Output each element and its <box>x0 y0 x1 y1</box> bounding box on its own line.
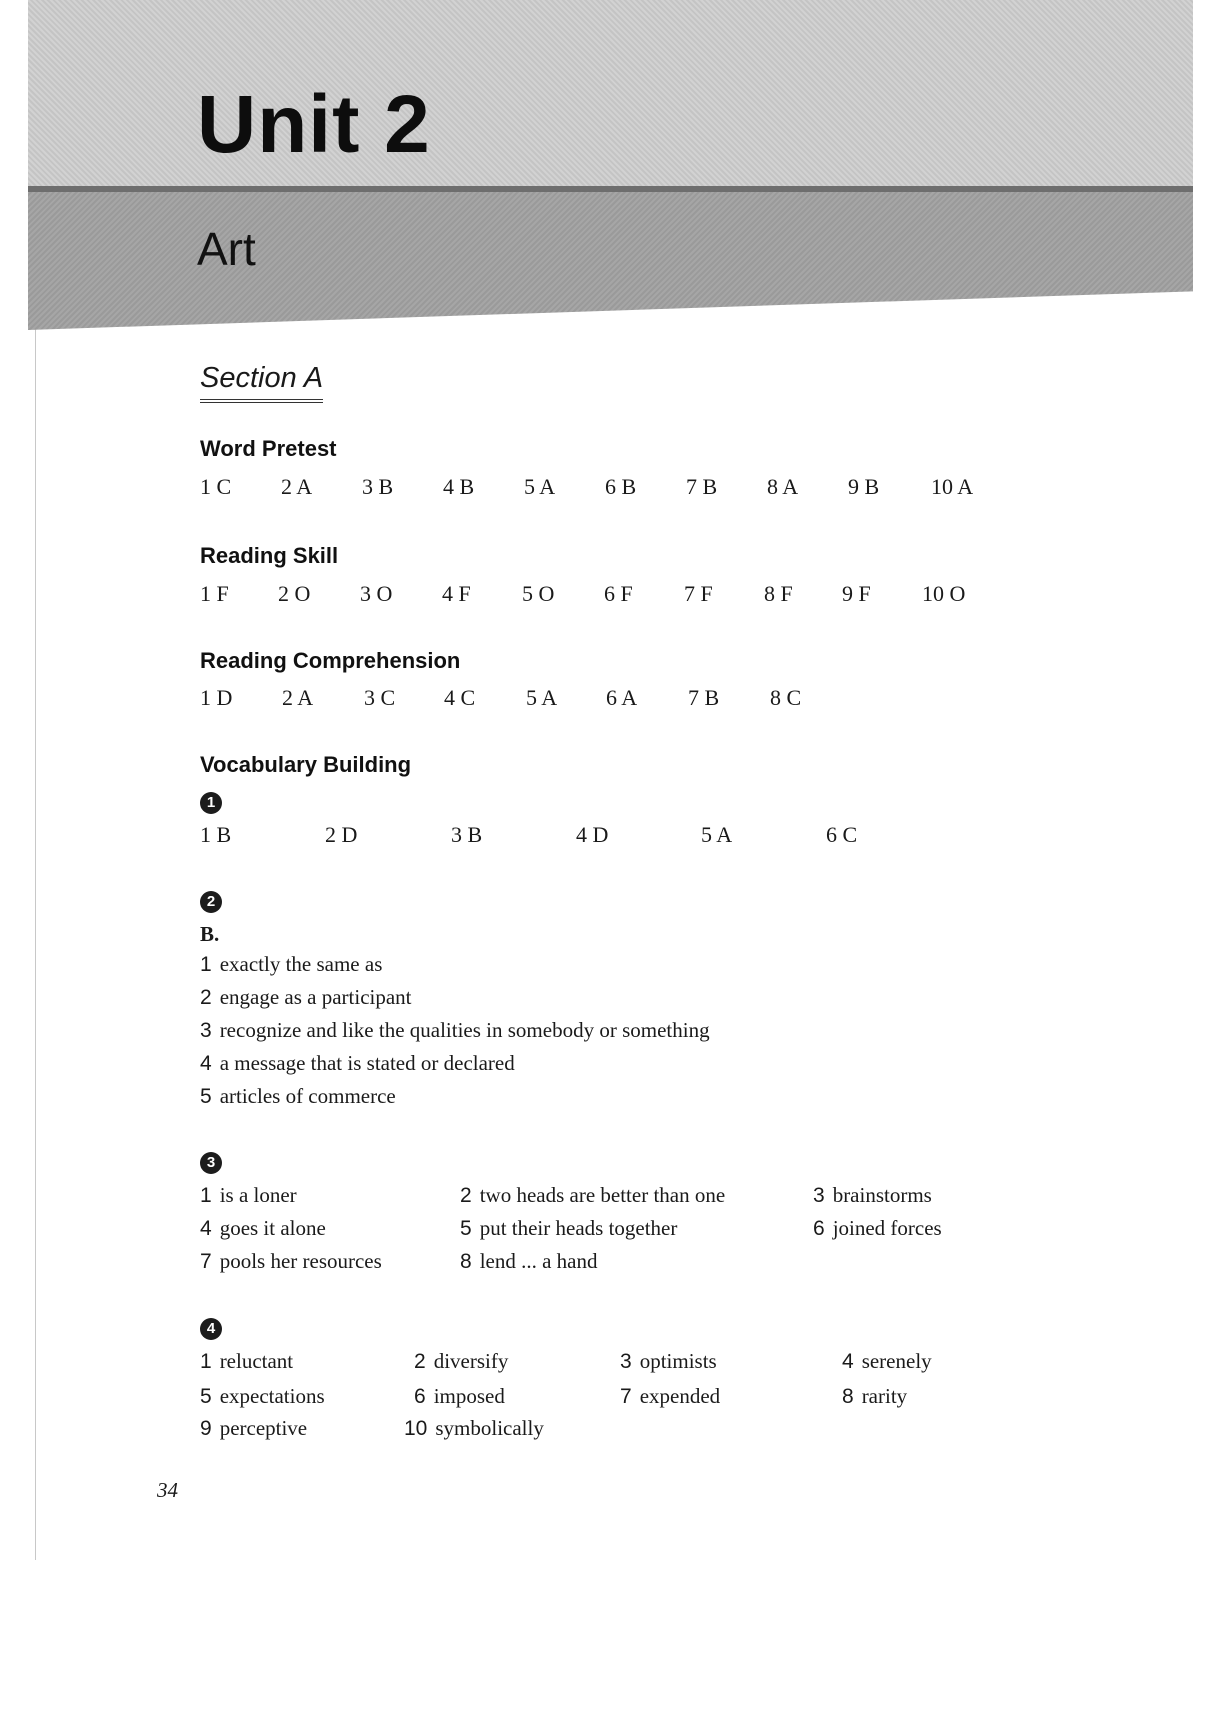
answer-item: 8 C <box>770 685 802 710</box>
item-text: goes it alone <box>219 1216 326 1240</box>
item-text: expectations <box>219 1384 325 1408</box>
answer-item: 4 D <box>576 822 609 847</box>
list-item <box>200 1051 710 1084</box>
answer-item: 4 B <box>443 474 475 499</box>
definition-list <box>200 952 710 1117</box>
list-item <box>200 985 710 1018</box>
answer-item: 6 B <box>605 474 637 499</box>
item-text: imposed <box>433 1384 505 1408</box>
answer-item: 3 B <box>451 822 483 847</box>
list-item <box>842 1349 932 1374</box>
item-text: reluctant <box>219 1349 294 1373</box>
item-number: 4 <box>842 1350 854 1373</box>
item-text: rarity <box>861 1384 908 1408</box>
exercise-3-marker: 3 <box>200 1152 222 1174</box>
item-text: recognize and like the qualities in somebody or something <box>219 1018 710 1042</box>
item-text: symbolically <box>435 1416 544 1440</box>
list-item <box>414 1349 508 1374</box>
answer-item: 1 B <box>200 822 232 847</box>
answer-item: 1 C <box>200 474 232 499</box>
list-item <box>813 1216 942 1241</box>
section-title: Section A <box>200 362 323 403</box>
answer-item: 9 B <box>848 474 880 499</box>
item-number: 1 <box>200 1184 212 1207</box>
item-number: 2 <box>460 1184 472 1207</box>
answer-item: 1 F <box>200 581 229 606</box>
answer-item: 2 A <box>281 474 313 499</box>
list-item <box>404 1416 544 1441</box>
item-number: 5 <box>200 1085 212 1108</box>
item-number: 5 <box>460 1217 472 1240</box>
list-item <box>200 1349 293 1374</box>
item-text: pools her resources <box>219 1249 382 1273</box>
answer-item: 2 D <box>325 822 358 847</box>
word-pretest-heading: Word Pretest <box>200 436 337 461</box>
item-number: 1 <box>200 953 212 976</box>
item-text: is a loner <box>219 1183 297 1207</box>
exercise-2-marker: 2 <box>200 891 222 913</box>
list-item <box>200 1384 325 1409</box>
answer-item: 10 O <box>922 581 966 606</box>
part-b-label: B. <box>200 922 220 946</box>
item-number: 6 <box>414 1385 426 1408</box>
list-item <box>460 1249 597 1274</box>
item-text: perceptive <box>219 1416 308 1440</box>
item-number: 9 <box>200 1417 212 1440</box>
answer-item: 2 A <box>282 685 314 710</box>
item-text: articles of commerce <box>219 1084 396 1108</box>
answer-item: 1 D <box>200 685 233 710</box>
unit-subtitle: Art <box>197 223 256 275</box>
item-text: a message that is stated or declared <box>219 1051 515 1075</box>
answer-item: 3 C <box>364 685 396 710</box>
answer-item: 6 F <box>604 581 633 606</box>
item-number: 2 <box>414 1350 426 1373</box>
list-item <box>813 1183 932 1208</box>
answer-item: 3 O <box>360 581 393 606</box>
list-item <box>200 1249 382 1274</box>
list-item <box>620 1349 717 1374</box>
item-number: 6 <box>813 1217 825 1240</box>
reading-skill-heading: Reading Skill <box>200 543 339 568</box>
answer-item: 5 A <box>701 822 733 847</box>
page-edge-line <box>35 300 36 1560</box>
reading-comprehension-heading: Reading Comprehension <box>200 648 461 673</box>
item-text: expended <box>639 1384 721 1408</box>
answer-item: 8 F <box>764 581 793 606</box>
item-number: 3 <box>813 1184 825 1207</box>
list-item <box>200 1018 710 1051</box>
list-item <box>200 1416 307 1441</box>
list-item <box>842 1384 907 1409</box>
item-text: lend ... a hand <box>479 1249 598 1273</box>
answer-item: 9 F <box>842 581 871 606</box>
list-item <box>460 1183 725 1208</box>
item-number: 7 <box>620 1385 632 1408</box>
item-text: serenely <box>861 1349 932 1373</box>
answer-item: 3 B <box>362 474 394 499</box>
answer-item: 8 A <box>767 474 799 499</box>
item-number: 5 <box>200 1385 212 1408</box>
answer-item: 4 F <box>442 581 471 606</box>
item-number: 3 <box>200 1019 212 1042</box>
answer-item: 4 C <box>444 685 476 710</box>
item-number: 10 <box>404 1417 428 1440</box>
item-text: diversify <box>433 1349 509 1373</box>
item-text: joined forces <box>832 1216 942 1240</box>
item-text: two heads are better than one <box>479 1183 726 1207</box>
item-number: 4 <box>200 1217 212 1240</box>
item-number: 8 <box>842 1385 854 1408</box>
vocabulary-building-heading: Vocabulary Building <box>200 752 412 777</box>
list-item <box>200 1216 326 1241</box>
answer-item: 6 A <box>606 685 638 710</box>
exercise-1-marker: 1 <box>200 792 222 814</box>
page-number: 34 <box>157 1478 178 1502</box>
answer-item: 5 A <box>524 474 556 499</box>
item-number: 4 <box>200 1052 212 1075</box>
item-text: exactly the same as <box>219 952 383 976</box>
item-number: 7 <box>200 1250 212 1273</box>
answer-item: 10 A <box>931 474 974 499</box>
item-number: 1 <box>200 1350 212 1373</box>
answer-item: 5 O <box>522 581 555 606</box>
answer-item: 7 B <box>686 474 718 499</box>
answer-item: 2 O <box>278 581 311 606</box>
answer-item: 5 A <box>526 685 558 710</box>
answer-item: 7 B <box>688 685 720 710</box>
answer-item: 6 C <box>826 822 858 847</box>
list-item <box>620 1384 720 1409</box>
list-item <box>414 1384 505 1409</box>
list-item <box>200 1183 297 1208</box>
item-text: engage as a participant <box>219 985 412 1009</box>
item-number: 2 <box>200 986 212 1009</box>
list-item <box>200 1084 710 1117</box>
list-item <box>200 952 710 985</box>
answer-item: 7 F <box>684 581 713 606</box>
item-text: optimists <box>639 1349 717 1373</box>
unit-title: Unit 2 <box>197 79 431 170</box>
exercise-4-marker: 4 <box>200 1318 222 1340</box>
item-text: brainstorms <box>832 1183 932 1207</box>
item-number: 3 <box>620 1350 632 1373</box>
item-number: 8 <box>460 1250 472 1273</box>
item-text: put their heads together <box>479 1216 678 1240</box>
list-item <box>460 1216 677 1241</box>
